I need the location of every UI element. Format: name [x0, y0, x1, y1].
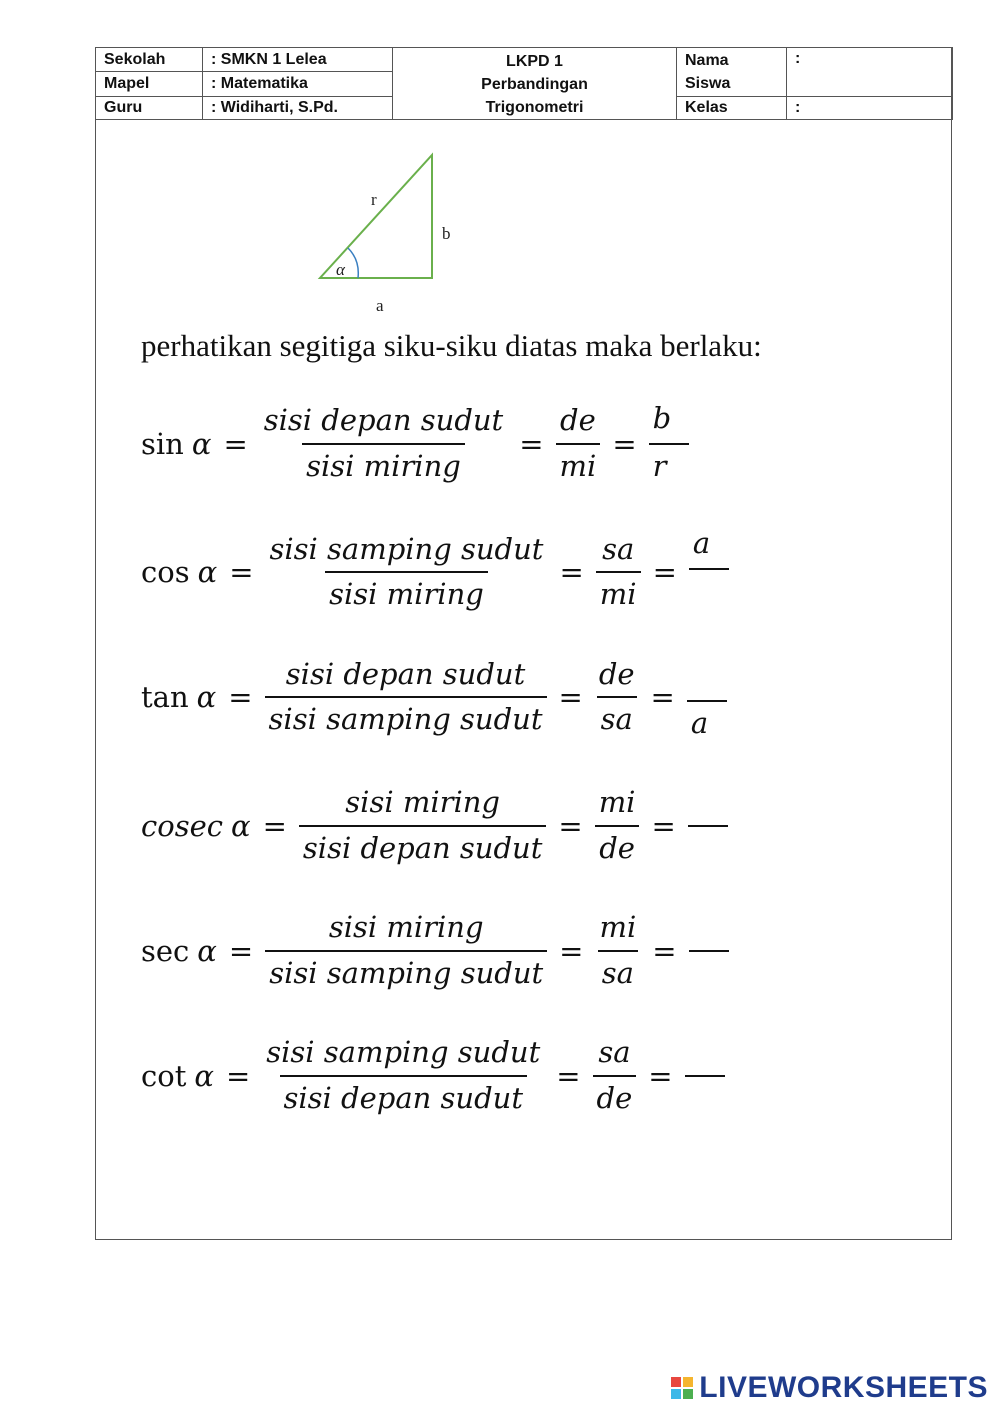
answer-denominator[interactable] — [692, 833, 724, 867]
formula-cos — [141, 528, 729, 617]
word-denominator: sisi samping sudut — [265, 950, 547, 990]
answer-numerator[interactable] — [692, 778, 724, 812]
logo-icon — [671, 1377, 693, 1399]
word-numerator: sisi depan sudut — [285, 656, 526, 691]
abbrev-fraction — [595, 656, 639, 737]
abbrev-numerator: mi — [599, 910, 637, 944]
equals-sign: = — [559, 555, 584, 590]
equals-sign: = — [225, 1058, 251, 1093]
answer-denominator[interactable] — [689, 1083, 721, 1117]
logo-square — [671, 1389, 681, 1399]
answer-fraction — [649, 403, 689, 485]
logo-text: LIVEWORKSHEETS — [699, 1371, 988, 1404]
abbrev-denominator: de — [595, 825, 639, 865]
label-a: a — [376, 296, 384, 315]
word-fraction — [260, 405, 507, 483]
word-numerator: sisi depan sudut — [263, 403, 504, 438]
angle-arc — [348, 248, 358, 278]
answer-denominator: a — [690, 705, 709, 740]
logo-square — [683, 1377, 693, 1387]
formula-cosec — [141, 778, 728, 874]
abbrev-denominator: sa — [597, 696, 637, 736]
sekolah-value: : SMKN 1 Lelea — [203, 48, 393, 72]
equals-sign: = — [559, 933, 584, 968]
equals-sign: = — [651, 808, 676, 843]
answer-denominator[interactable] — [693, 576, 725, 610]
abbrev-fraction — [596, 531, 641, 612]
word-fraction — [299, 787, 546, 865]
word-denominator: sisi samping sudut — [265, 696, 547, 736]
word-numerator: sisi miring — [345, 785, 500, 819]
answer-numerator: b — [652, 401, 672, 435]
equals-sign: = — [228, 680, 253, 715]
worksheet-header — [95, 47, 953, 120]
word-fraction — [262, 1037, 544, 1115]
answer-numerator: a — [692, 526, 711, 560]
title-line-1: LKPD 1 — [506, 53, 563, 70]
answer-denominator[interactable] — [693, 958, 725, 992]
function-name: cosec — [141, 808, 223, 843]
function-name: cos — [141, 555, 190, 590]
liveworksheets-logo — [671, 1371, 988, 1405]
mapel-value: : Matematika — [203, 72, 393, 96]
abbrev-fraction — [593, 1037, 637, 1115]
equals-sign: = — [519, 427, 544, 461]
guru-value: : Widiharti, S.Pd. — [203, 96, 393, 119]
worksheet-title — [393, 48, 677, 120]
logo-square — [671, 1377, 681, 1387]
function-name: tan — [141, 680, 189, 715]
abbrev-fraction — [556, 405, 601, 483]
alpha-symbol: α — [197, 933, 217, 968]
equals-sign: = — [558, 808, 583, 843]
label-alpha: α — [336, 260, 345, 279]
title-line-3: Trigonometri — [485, 99, 584, 116]
kelas-field[interactable]: : — [787, 96, 953, 119]
word-fraction — [265, 656, 547, 737]
word-fraction — [266, 531, 548, 612]
word-denominator: sisi miring — [325, 571, 488, 611]
guru-label: Guru — [96, 96, 203, 119]
abbrev-fraction — [595, 787, 640, 865]
sekolah-label: Sekolah — [96, 48, 203, 72]
equals-sign: = — [229, 555, 254, 590]
answer-fraction — [689, 903, 729, 999]
alpha-symbol: α — [197, 555, 218, 590]
equals-sign: = — [262, 808, 287, 843]
answer-denominator: r — [652, 449, 667, 483]
answer-fraction — [685, 1028, 725, 1124]
abbrev-numerator: de — [598, 656, 635, 691]
alpha-symbol: α — [191, 427, 212, 461]
answer-numerator[interactable] — [689, 1028, 721, 1062]
abbrev-denominator: mi — [556, 443, 601, 483]
abbrev-denominator: de — [593, 1075, 637, 1115]
equals-sign: = — [558, 680, 583, 715]
abbrev-numerator: sa — [598, 1035, 631, 1069]
formula-sec — [141, 903, 729, 999]
alpha-symbol: α — [196, 680, 217, 715]
word-numerator: sisi samping sudut — [266, 1035, 541, 1069]
equals-sign: = — [228, 933, 254, 968]
answer-numerator[interactable] — [691, 653, 723, 687]
answer-fraction — [687, 653, 727, 742]
title-line-2: Perbandingan — [481, 76, 588, 93]
formula-cot — [141, 1028, 725, 1124]
function-name: sin — [141, 427, 184, 461]
equals-sign: = — [652, 555, 677, 590]
nama-label: Nama Siswa — [677, 48, 787, 97]
word-denominator: sisi depan sudut — [280, 1075, 527, 1115]
abbrev-numerator: de — [560, 403, 596, 438]
word-denominator: sisi miring — [302, 443, 465, 483]
mapel-label: Mapel — [96, 72, 203, 96]
word-fraction — [265, 912, 547, 990]
right-triangle-diagram — [300, 145, 480, 320]
intro-text: perhatikan segitiga siku-siku diatas maka berlaku: — [141, 328, 762, 363]
function-name: sec — [141, 933, 190, 968]
word-denominator: sisi depan sudut — [299, 825, 546, 865]
answer-numerator[interactable] — [693, 903, 725, 937]
abbrev-denominator: mi — [596, 571, 641, 611]
equals-sign: = — [652, 933, 677, 968]
word-numerator: sisi samping sudut — [269, 531, 544, 566]
label-r: r — [371, 190, 377, 209]
equals-sign: = — [650, 680, 675, 715]
alpha-symbol: α — [194, 1058, 214, 1093]
logo-square — [683, 1389, 693, 1399]
equals-sign: = — [556, 1058, 581, 1093]
equals-sign: = — [648, 1058, 673, 1093]
kelas-label: Kelas — [677, 96, 787, 119]
equals-sign: = — [612, 427, 637, 461]
abbrev-numerator: mi — [598, 785, 636, 819]
function-name: cot — [141, 1058, 187, 1093]
answer-fraction — [688, 778, 728, 874]
answer-fraction — [689, 528, 729, 617]
alpha-symbol: α — [231, 808, 251, 843]
formula-tan — [141, 653, 727, 742]
equals-sign: = — [223, 427, 248, 461]
formula-sin — [141, 403, 689, 485]
label-b: b — [442, 224, 451, 243]
nama-field[interactable]: : — [787, 48, 953, 97]
abbrev-fraction — [595, 912, 640, 990]
abbrev-denominator: sa — [598, 950, 638, 990]
abbrev-numerator: sa — [602, 531, 635, 566]
word-numerator: sisi miring — [328, 910, 484, 944]
